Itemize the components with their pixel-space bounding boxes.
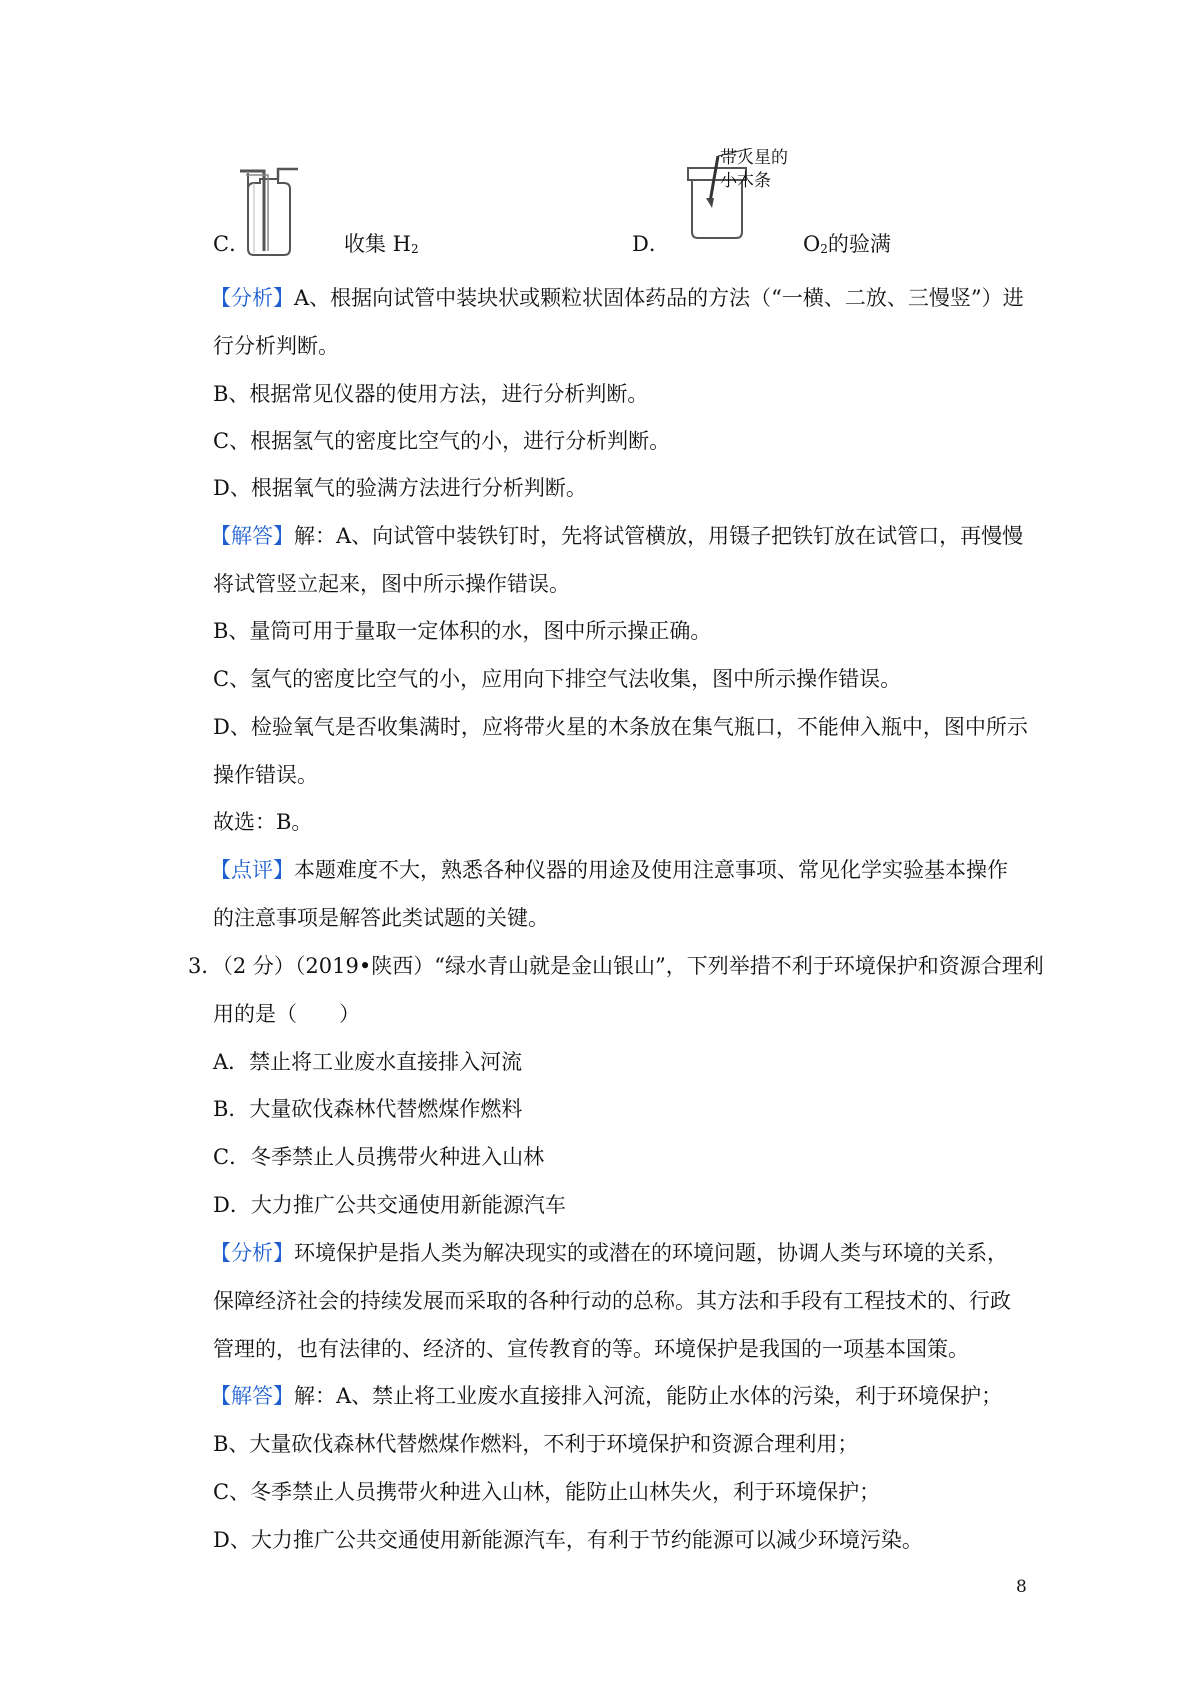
q3-answer-d: D、大力推广公共交通使用新能源汽车，有利于节约能源可以减少环境污染。 xyxy=(213,1528,923,1552)
q3-option-d: D．大力推广公共交通使用新能源汽车 xyxy=(213,1193,566,1217)
q2-analysis-b: B、根据常见仪器的使用方法，进行分析判断。 xyxy=(213,382,649,406)
q2-analysis-a-line2: 行分析判断。 xyxy=(213,334,339,358)
q2-answer-d-line1: D、检验氧气是否收集满时，应将带火星的木条放在集气瓶口，不能伸入瓶中，图中所示 xyxy=(213,715,1028,739)
q2-choice: 故选：B。 xyxy=(213,810,313,834)
q2-answer-c: C、氢气的密度比空气的小，应用向下排空气法收集，图中所示操作错误。 xyxy=(213,667,902,691)
option-c-caption-main: 收集 H xyxy=(344,232,411,256)
q3-answer-c: C、冬季禁止人员携带火种进入山林，能防止山林失火，利于环境保护； xyxy=(213,1480,881,1504)
q2-analysis-a-line1: 【分析】A、根据向试管中装块状或颗粒状固体药品的方法（“一横、二放、三慢竖”）进 xyxy=(210,286,1024,310)
q2-answer-b: B、量筒可用于量取一定体积的水，图中所示操正确。 xyxy=(213,619,712,643)
figure-label-line1: 带火星的 xyxy=(720,148,788,168)
q3-answer-b: B、大量砍伐森林代替燃煤作燃料，不利于环境保护和资源合理利用； xyxy=(213,1432,859,1456)
q3-stem-line2: 用的是（ ） xyxy=(213,1002,360,1026)
q2-answer-d-line2: 操作错误。 xyxy=(213,763,318,787)
q2-answer-a-line2: 将试管竖立起来，图中所示操作错误。 xyxy=(213,572,570,596)
q3-option-c: C．冬季禁止人员携带火种进入山林 xyxy=(213,1145,545,1169)
q3-stem-line1: 3．（2 分）（2019•陕西）“绿水青山就是金山银山”，下列举措不利于环境保护和资源合理利 xyxy=(188,954,1044,978)
option-c-caption xyxy=(344,230,419,263)
comment-tag: 【点评】 xyxy=(210,858,294,882)
q2-comment-line1: 【点评】本题难度不大，熟悉各种仪器的用途及使用注意事项、常见化学实验基本操作 xyxy=(210,858,1008,882)
answer-tag: 【解答】 xyxy=(210,524,294,548)
analysis-tag: 【分析】 xyxy=(210,286,294,310)
option-d-caption-sub: 2 xyxy=(820,242,828,256)
q2-answer-a-line1: 【解答】解：A、向试管中装铁钉时，先将试管横放，用镊子把铁钉放在试管口，再慢慢 xyxy=(210,524,1024,548)
q3-analysis-line3: 管理的，也有法律的、经济的、宣传教育的等。环境保护是我国的一项基本国策。 xyxy=(213,1337,969,1361)
option-d-label: D． xyxy=(632,232,670,256)
q3-option-b: B．大量砍伐森林代替燃煤作燃料 xyxy=(213,1097,523,1121)
q2-comment-line2: 的注意事项是解答此类试题的关键。 xyxy=(213,906,549,930)
q2-analysis-c: C、根据氢气的密度比空气的小，进行分析判断。 xyxy=(213,429,671,453)
q3-analysis-line2: 保障经济社会的持续发展而采取的各种行动的总称。其方法和手段有工程技术的、行政 xyxy=(213,1289,1011,1313)
option-c-label: C． xyxy=(213,232,251,256)
q3-answer-a: 【解答】解：A、禁止将工业废水直接排入河流，能防止水体的污染，利于环境保护； xyxy=(210,1384,1003,1408)
q3-analysis-line1: 【分析】环境保护是指人类为解决现实的或潜在的环境问题，协调人类与环境的关系， xyxy=(210,1241,1008,1265)
option-c-caption-sub: 2 xyxy=(411,242,419,256)
option-d-caption-prefix: O xyxy=(803,232,821,256)
figure-label-line2: 小木条 xyxy=(720,171,771,191)
analysis-tag: 【分析】 xyxy=(210,1241,294,1265)
page-number: 8 xyxy=(1016,1577,1027,1597)
option-d-caption xyxy=(803,230,891,263)
option-d-caption-rest: 的验满 xyxy=(827,232,891,256)
q2-analysis-d: D、根据氧气的验满方法进行分析判断。 xyxy=(213,476,587,500)
answer-tag: 【解答】 xyxy=(210,1384,294,1408)
q3-option-a: A．禁止将工业废水直接排入河流 xyxy=(213,1050,523,1074)
